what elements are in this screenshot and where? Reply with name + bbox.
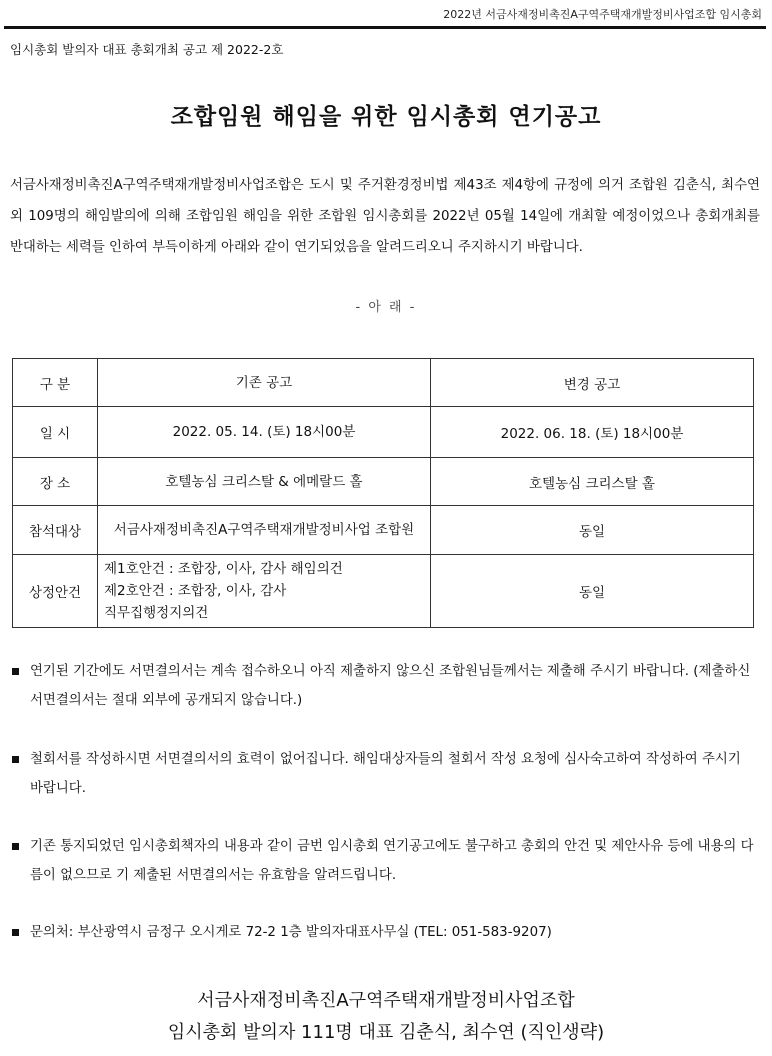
row-label-place: 장 소 — [13, 458, 98, 506]
original-agenda — [98, 555, 431, 628]
row-label-agenda: 상정안건 — [13, 555, 98, 628]
list-item — [12, 832, 754, 890]
agenda-line: 제2호안건 : 조합장, 이사, 감사 — [104, 583, 287, 599]
row-label-attendees: 참석대상 — [13, 506, 98, 555]
changed-attendees: 동일 — [431, 506, 754, 555]
agenda-line: 제1호안건 : 조합장, 이사, 감사 해임의건 — [104, 561, 343, 577]
below-label: - 아 래 - — [355, 300, 417, 315]
page-title: 조합임원 해임을 위한 임시총회 연기공고 — [170, 104, 602, 130]
header-divider — [4, 26, 766, 29]
changed-agenda: 동일 — [431, 555, 754, 628]
bullet-square-icon — [12, 843, 19, 850]
bullet-square-icon — [12, 929, 19, 936]
bullet-text: 문의처: 부산광역시 금정구 오시게로 72-2 1층 발의자대표사무실 (TEL: 051-583-9207) — [30, 925, 552, 940]
original-place: 호텔농심 크리스탈 & 에메랄드 홀 — [98, 458, 431, 506]
bullet-text: 철회서를 작성하시면 서면결의서의 효력이 없어집니다. 해임대상자들의 철회서 작성 요청에 심사숙고하여 작성하여 주시기 바랍니다. — [30, 752, 741, 796]
table-header-row — [13, 359, 754, 407]
bullet-square-icon — [12, 756, 19, 763]
table-row — [13, 555, 754, 628]
header-cell-category: 구 분 — [13, 359, 98, 407]
agenda-line: 직무집행정지의건 — [104, 605, 209, 621]
header-title: 2022년 서금사재정비촉진A구역주택재개발정비사업조합 임시총회 — [443, 8, 762, 21]
original-datetime: 2022. 05. 14. (토) 18시00분 — [98, 407, 431, 458]
changed-place: 호텔농심 크리스탈 홀 — [431, 458, 754, 506]
footer-signers: 임시총회 발의자 111명 대표 김춘식, 최수연 (직인생략) — [167, 1022, 605, 1043]
list-item — [12, 745, 754, 803]
row-label-datetime: 일 시 — [13, 407, 98, 458]
table-row — [13, 506, 754, 555]
table-row — [13, 458, 754, 506]
header-cell-changed: 변경 공고 — [431, 359, 754, 407]
bullet-text: 기존 통지되었던 임시총회책자의 내용과 같이 금번 임시총회 연기공고에도 불구하고 총회의 안건 및 제안사유 등에 내용의 다름이 없으므로 기 제출된 서면결의서는 유효함을 알려드립니다. — [30, 839, 754, 883]
header-cell-original: 기존 공고 — [98, 359, 431, 407]
table-row — [13, 407, 754, 458]
notice-number: 임시총회 발의자 대표 총회개최 공고 제 2022-2호 — [10, 42, 284, 57]
footer-organization: 서금사재정비촉진A구역주택재개발정비사업조합 — [197, 990, 575, 1011]
list-item — [12, 918, 754, 947]
bullet-square-icon — [12, 668, 19, 675]
list-item — [12, 657, 754, 715]
changed-datetime: 2022. 06. 18. (토) 18시00분 — [431, 407, 754, 458]
original-attendees: 서금사재정비촉진A구역주택재개발정비사업 조합원 — [98, 506, 431, 555]
schedule-table — [12, 358, 754, 628]
bullet-text: 연기된 기간에도 서면결의서는 계속 접수하오니 아직 제출하지 않으신 조합원님들께서는 제출해 주시기 바랍니다. (제출하신 서면결의서는 절대 외부에 공개되지 않습니다.) — [30, 664, 751, 708]
intro-paragraph: 서금사재정비촉진A구역주택재개발정비사업조합은 도시 및 주거환경정비법 제43조 제4항에 규정에 의거 조합원 김춘식, 최수연 외 109명의 해임발의에 의해 조합임원 해임을 위한 조합원 임시총회를 2022년 05월 14일에 개최할 예정이었으나 총회개최를 반대하는 세력들 인하여 부득이하게 아래와 같이 연기되었음을 알려드리오니 주지하시기 바랍니다. — [10, 178, 760, 255]
page-header — [0, 0, 772, 34]
